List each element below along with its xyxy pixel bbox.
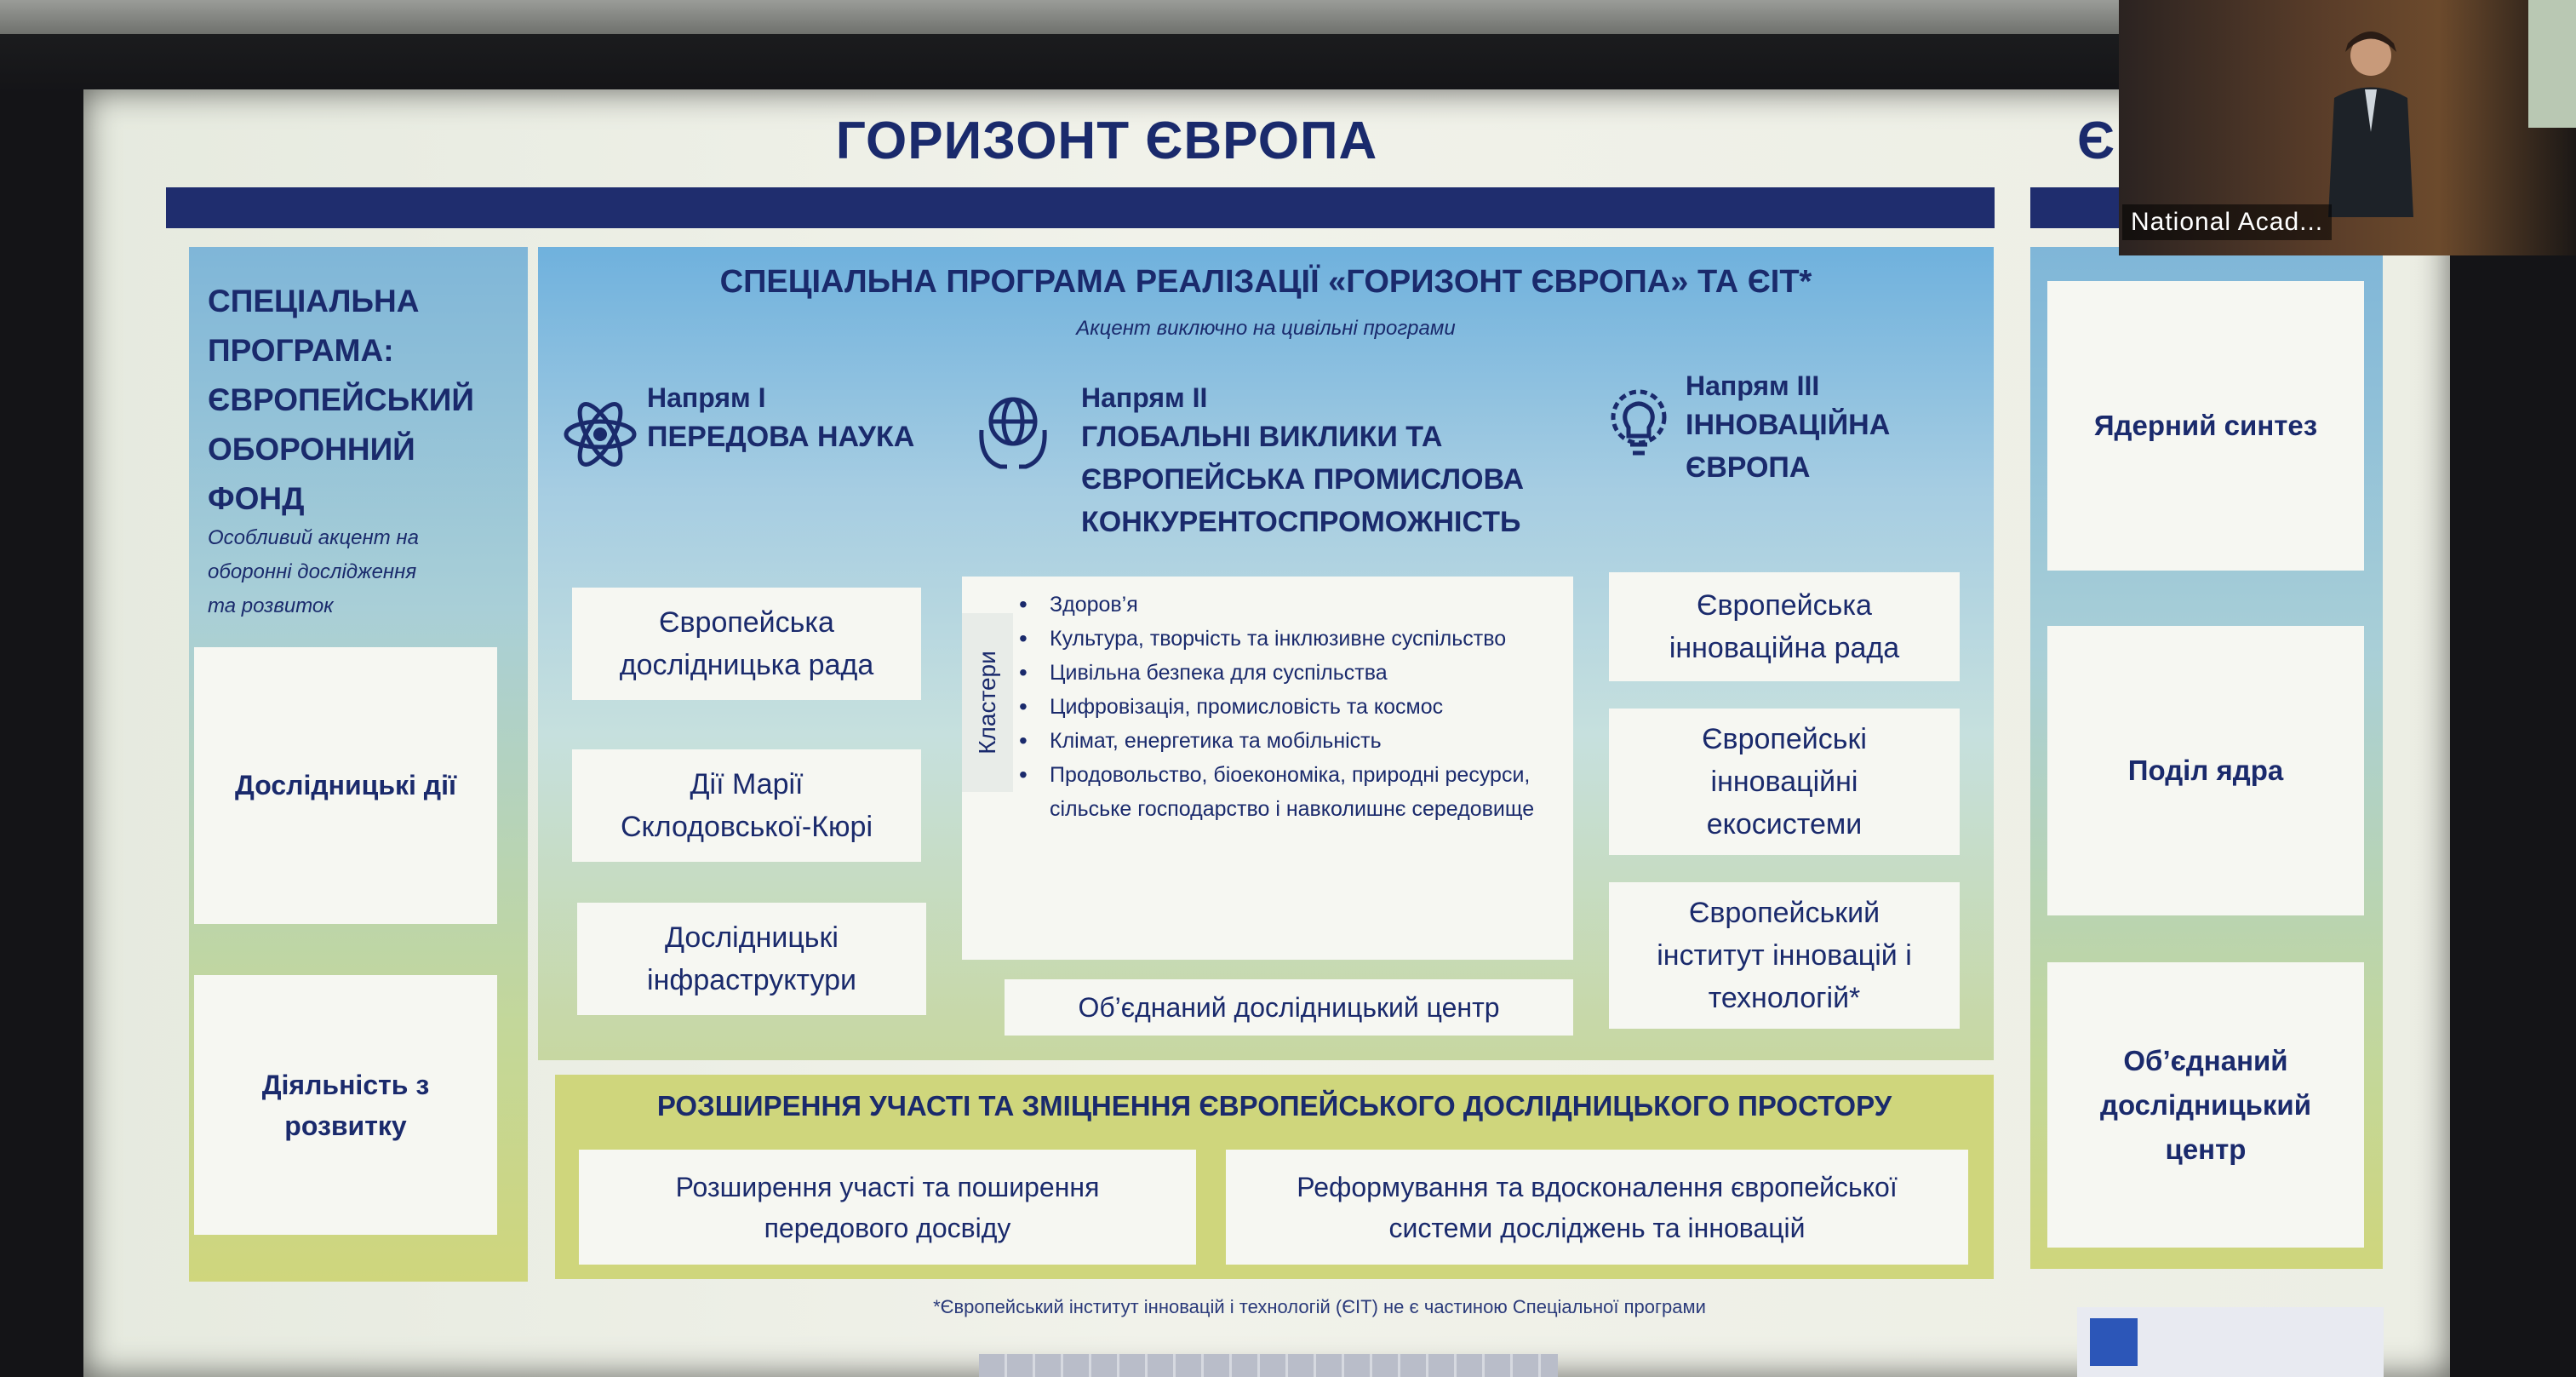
slide-title: ГОРИЗОНТ ЄВРОПА xyxy=(835,112,1378,170)
cluster-item: • Клімат, енергетика та мобільність xyxy=(1017,724,1571,758)
msca-card xyxy=(572,749,921,862)
defence-fund-title-line: ФОНД xyxy=(208,481,305,516)
innovation-ecosystems-line: інноваційні xyxy=(1710,766,1858,798)
webcam-participant-name: National Acad... xyxy=(2122,204,2332,240)
erc-card xyxy=(572,588,921,700)
defence-fund-title-line: ОБОРОННИЙ xyxy=(208,432,415,467)
fusion-card: Ядерний синтез xyxy=(2047,281,2364,571)
cluster-item: • Цивільна безпека для суспільства xyxy=(1017,656,1571,690)
erc-card-line: Європейська xyxy=(659,606,834,639)
widening-card xyxy=(579,1150,1196,1265)
defence-fund-subtitle xyxy=(208,521,514,623)
defence-fund-title-line: ПРОГРАМА: xyxy=(208,333,394,368)
eit-card-line: Європейський xyxy=(1688,897,1880,929)
reforming-card xyxy=(1226,1150,1968,1265)
reforming-card-line: системи досліджень та інновацій xyxy=(1388,1212,1806,1243)
specific-programme-subtitle: Акцент виключно на цивільні програми xyxy=(1076,317,1456,340)
research-infrastructures-line: Дослідницькі xyxy=(665,921,839,954)
eit-card-line: технологій* xyxy=(1708,982,1861,1014)
eit-card xyxy=(1609,882,1960,1029)
pillar1-title: ПЕРЕДОВА НАУКА xyxy=(647,421,915,453)
innovation-ecosystems-line: екосистеми xyxy=(1706,808,1863,841)
research-infrastructures-card xyxy=(577,903,926,1015)
research-actions-card: Дослідницькі дії xyxy=(194,647,497,924)
cluster-item: • Культура, творчість та інклюзивне суспільство xyxy=(1017,622,1571,656)
defence-fund-subtitle-line: оборонні дослідження xyxy=(208,560,417,583)
pillar2-title-line: ГЛОБАЛЬНІ ВИКЛИКИ ТА xyxy=(1081,421,1443,453)
pillar3-title-line: ІННОВАЦІЙНА xyxy=(1686,409,1891,441)
pillar2-title xyxy=(1081,416,1524,543)
clusters-tab-label: Кластери xyxy=(974,651,1001,754)
defence-fund-subtitle-line: та розвиток xyxy=(208,594,334,617)
slide-thumbnail-strip[interactable] xyxy=(979,1354,1558,1377)
eic-card xyxy=(1609,572,1960,681)
defence-fund-subtitle-line: Особливий акцент на xyxy=(208,526,419,549)
eic-card-line: Європейська xyxy=(1697,589,1872,622)
cluster-item: • Цифровізація, промисловість та космос xyxy=(1017,690,1571,724)
title-divider-bar xyxy=(166,187,1995,228)
widening-card-line: передового досвіду xyxy=(764,1212,1011,1243)
slide-logo-icon xyxy=(2090,1318,2138,1366)
webcam-window-light xyxy=(2528,0,2576,128)
defence-fund-title xyxy=(208,277,514,524)
development-activities-line: розвитку xyxy=(284,1110,407,1141)
fission-card: Поділ ядра xyxy=(2047,626,2364,915)
cluster-item: • Здоров’я xyxy=(1017,588,1571,622)
reforming-card-line: Реформування та вдосконалення європейської xyxy=(1297,1171,1898,1202)
slide-footnote: *Європейський інститут інновацій і технологій (ЄІТ) не є частиною Спеціальної програми xyxy=(933,1296,1706,1317)
development-activities-line: Діяльність з xyxy=(261,1069,430,1100)
pillar1-label: Напрям І xyxy=(647,382,766,413)
development-activities-card xyxy=(194,975,497,1235)
defence-fund-title-line: СПЕЦІАЛЬНА xyxy=(208,284,420,318)
innovation-ecosystems-line: Європейські xyxy=(1702,723,1867,755)
speaker-person-icon xyxy=(2316,21,2426,217)
jrc-euratom-line: центр xyxy=(2165,1133,2247,1165)
atom-icon xyxy=(562,396,638,473)
pillar3-label: Напрям ІІІ xyxy=(1686,370,1820,401)
eit-card-line: інститут інновацій і xyxy=(1657,939,1912,972)
erc-card-line: дослідницька рада xyxy=(619,649,874,681)
msca-card-line: Склодовської-Кюрі xyxy=(620,811,873,843)
pillar2-title-line: ЄВРОПЕЙСЬКА ПРОМИСЛОВА xyxy=(1081,463,1525,496)
jrc-pillar2-card: Об’єднаний дослідницький центр xyxy=(1005,979,1573,1036)
cluster-item: • Продовольство, біоекономіка, природні ресурси, сільське господарство і навколишнє середовище xyxy=(1017,758,1571,826)
widening-title: РОЗШИРЕННЯ УЧАСТІ ТА ЗМІЦНЕННЯ ЄВРОПЕЙСЬКОГО ДОСЛІДНИЦЬКОГО ПРОСТОРУ xyxy=(656,1090,1892,1122)
clusters-tab xyxy=(962,613,1013,792)
lightbulb-gear-icon xyxy=(1600,383,1677,460)
defence-fund-title-line: ЄВРОПЕЙСЬКИЙ xyxy=(208,382,474,417)
pillar2-label: Напрям ІІ xyxy=(1081,382,1208,413)
innovation-ecosystems-card xyxy=(1609,709,1960,855)
research-infrastructures-line: інфраструктури xyxy=(647,964,856,996)
jrc-euratom-line: дослідницький xyxy=(2100,1088,2311,1121)
pillar3-title-line: ЄВРОПА xyxy=(1686,451,1811,484)
pillar2-title-line: КОНКУРЕНТОСПРОМОЖНІСТЬ xyxy=(1081,506,1521,538)
eic-card-line: інноваційна рада xyxy=(1669,632,1900,664)
msca-card-line: Дії Марії xyxy=(690,768,804,800)
jrc-euratom-card xyxy=(2047,962,2364,1248)
widening-card-line: Розширення участі та поширення xyxy=(675,1171,1100,1202)
globe-hands-icon xyxy=(975,392,1051,468)
clusters-list xyxy=(1017,588,1571,826)
slide-title-right-fragment: Є xyxy=(2077,112,2115,170)
specific-programme-title: СПЕЦІАЛЬНА ПРОГРАМА РЕАЛІЗАЦІЇ «ГОРИЗОНТ ЄВРОПА» ТА ЄІТ* xyxy=(719,264,1812,300)
jrc-euratom-line: Об’єднаний xyxy=(2123,1044,2288,1076)
pillar3-title xyxy=(1686,404,1890,489)
